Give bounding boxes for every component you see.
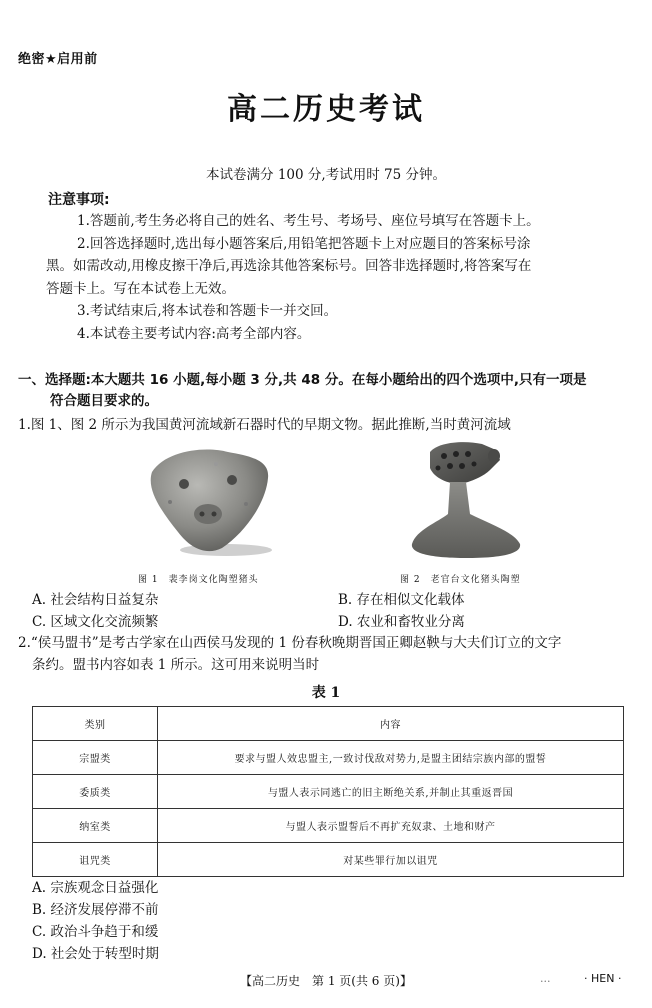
question-1-stem: 1.图 1、图 2 所示为我国黄河流域新石器时代的早期文物。据此推断,当时黄河流域 xyxy=(18,417,511,433)
table-header-cell: 内容 xyxy=(158,707,624,741)
q2-option-b: B. 经济发展停滞不前 xyxy=(32,902,159,918)
q1-option-c: C. 区域文化交流频繁 xyxy=(32,614,159,630)
notice-item-3: 3.考试结束后,将本试卷和答题卡一并交回。 xyxy=(77,303,338,319)
figure-1-image xyxy=(146,444,276,560)
table-1 xyxy=(32,706,624,877)
notice-item-2b: 黑。如需改动,用橡皮擦干净后,再选涂其他答案标号。回答非选择题时,将答案写在 xyxy=(46,258,532,274)
table-cell-category: 委质类 xyxy=(33,775,158,809)
page-title: 高二历史考试 xyxy=(227,92,425,127)
table-header-cell: 类别 xyxy=(33,707,158,741)
notice-body xyxy=(46,210,616,345)
question-2-stem-line2: 条约。盟书内容如表 1 所示。这可用来说明当时 xyxy=(32,657,320,673)
table-row xyxy=(33,741,624,775)
footer-dots: ... xyxy=(540,972,551,985)
notice-item-2c: 答题卡上。写在本试卷上无效。 xyxy=(46,280,235,297)
question-2-stem xyxy=(18,632,643,676)
q2-option-a: A. 宗族观念日益强化 xyxy=(32,880,159,896)
section-1-heading xyxy=(18,370,638,412)
table-cell-content: 对某些罪行加以诅咒 xyxy=(158,843,624,877)
confidential-label: 绝密★启用前 xyxy=(18,52,98,67)
score-line: 本试卷满分 100 分,考试用时 75 分钟。 xyxy=(206,167,446,183)
table-header-row xyxy=(33,707,624,741)
page-footer: 【高二历史 第 1 页(共 6 页)】 xyxy=(240,974,412,988)
table-cell-category: 纳室类 xyxy=(33,809,158,843)
table-cell-content: 与盟人表示盟誓后不再扩充奴隶、土地和财产 xyxy=(158,809,624,843)
notice-heading: 注意事项: xyxy=(48,192,110,208)
q1-option-a: A. 社会结构日益复杂 xyxy=(32,592,159,608)
figure-2-caption: 图 2 老官台文化猪头陶塑 xyxy=(400,575,521,585)
table-row xyxy=(33,843,624,877)
footer-code: · HEN · xyxy=(584,972,622,985)
question-2-stem-line1: 2.“侯马盟书”是考古学家在山西侯马发现的 1 份春秋晚期晋国正卿赵鞅与大夫们订立的文字 xyxy=(18,635,562,651)
table-row xyxy=(33,775,624,809)
notice-item-4: 4.本试卷主要考试内容:高考全部内容。 xyxy=(77,325,311,342)
table-cell-category: 宗盟类 xyxy=(33,741,158,775)
table-1-caption: 表 1 xyxy=(311,685,341,701)
figure-2-image xyxy=(404,440,528,562)
section-1-line1: 一、选择题:本大题共 16 小题,每小题 3 分,共 48 分。在每小题给出的四个选项中,只有一项是 xyxy=(18,372,587,388)
table-cell-category: 诅咒类 xyxy=(33,843,158,877)
notice-item-1: 1.答题前,考生务必将自己的姓名、考生号、考场号、座位号填写在答题卡上。 xyxy=(77,213,540,229)
section-1-line2: 符合题目要求的。 xyxy=(50,393,158,409)
table-cell-content: 要求与盟人效忠盟主,一致讨伐敌对势力,是盟主团结宗族内部的盟誓 xyxy=(158,741,624,775)
q1-option-b: B. 存在相似文化载体 xyxy=(338,592,465,608)
q2-option-c: C. 政治斗争趋于和缓 xyxy=(32,924,159,940)
table-row xyxy=(33,809,624,843)
figure-1-caption: 图 1 裴李岗文化陶塑猪头 xyxy=(138,575,259,585)
q1-option-d: D. 农业和畜牧业分离 xyxy=(338,614,465,630)
q2-option-d: D. 社会处于转型时期 xyxy=(32,946,159,962)
notice-item-2a: 2.回答选择题时,选出每小题答案后,用铅笔把答题卡上对应题目的答案标号涂 xyxy=(77,235,531,252)
table-cell-content: 与盟人表示同逃亡的旧主断绝关系,并制止其重返晋国 xyxy=(158,775,624,809)
